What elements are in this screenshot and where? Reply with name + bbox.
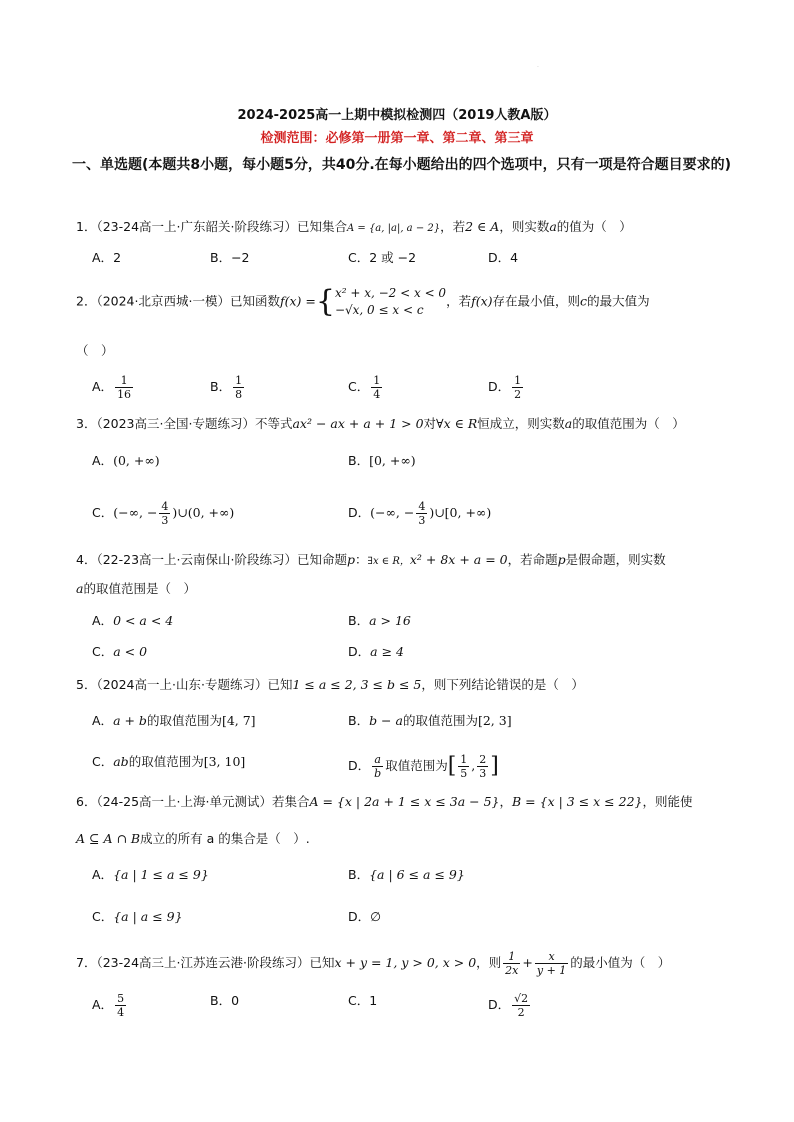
question-6: 6．（24-25高一上·上海·单元测试）若集合A = {x | 2a + 1 ≤ x ≤ 3a − 5}，B = {x | 3 ≤ x ≤ 22}，则能使 (76, 794, 693, 809)
exam-scope: 检测范围：必修第一册第一章、第二章、第三章 (260, 131, 534, 146)
question-7: 7．（23-24高三上·江苏连云港·阶段练习）已知x + y = 1, y > 0, x > 0，则 $\frac{1}{2x}$ + $\frac{x}{y + 1}$ 的最小值为（ ） (76, 950, 671, 977)
q4-option-b[interactable]: B．a > 16 (348, 613, 411, 628)
question-6-line2: A ⊆ A ∩ B成立的所有 a 的集合是（ ）. (76, 831, 310, 846)
q2-answer-paren: （ ） (76, 343, 114, 358)
q2-option-a[interactable]: A． $\frac{1}{16}$ (92, 374, 132, 401)
q3-option-c[interactable]: C．(−∞, − $\frac{4}{3}$ )∪(0, +∞) (92, 500, 235, 527)
q2-option-c[interactable]: C． $\frac{1}{4}$ (348, 374, 381, 401)
q7-option-c[interactable]: C．1 (348, 993, 378, 1008)
exam-title: 2024-2025高一上期中模拟检测四（2019人教A版） (237, 108, 557, 123)
question-4-line2: a的取值范围是（ ） (76, 581, 196, 596)
question-4: 4．（22-23高一上·云南保山·阶段练习）已知命题p：∃x ∈ R，x² + 8x + a = 0，若命题p是假命题，则实数 (76, 552, 666, 567)
q2-option-b[interactable]: B． $\frac{1}{8}$ (210, 374, 243, 401)
q6-option-d[interactable]: D．∅ (348, 909, 382, 924)
q3-option-a[interactable]: A．(0, +∞) (92, 453, 160, 468)
scan-dot: · (537, 64, 539, 71)
q4-option-a[interactable]: A．0 < a < 4 (92, 613, 174, 628)
q2-option-d[interactable]: D． $\frac{1}{2}$ (488, 374, 522, 401)
q6-option-a[interactable]: A．{a | 1 ≤ a ≤ 9} (92, 867, 209, 882)
q3-option-b[interactable]: B．[0, +∞) (348, 453, 416, 468)
question-2: 2．（2024·北京西城·一模）已知函数f(x) ={ x² + x, −2 < x < 0 −√x, 0 ≤ x < c ，若f(x)存在最小值，则c的最大值为 (76, 284, 650, 319)
q1-option-d[interactable]: D．4 (488, 250, 519, 265)
q7-option-b[interactable]: B．0 (210, 993, 240, 1008)
q3-option-d[interactable]: D．(−∞, − $\frac{4}{3}$ )∪[0, +∞) (348, 500, 492, 527)
question-3: 3．（2023高三·全国·专题练习）不等式ax² − ax + a + 1 > 0对∀x ∈ R恒成立，则实数a的取值范围为（ ） (76, 416, 685, 431)
q5-option-c[interactable]: C．ab的取值范围为[3, 10] (92, 754, 246, 769)
q7-option-a[interactable]: A． $\frac{5}{4}$ (92, 992, 125, 1019)
q1-option-a[interactable]: A．2 (92, 250, 122, 265)
q5-option-b[interactable]: B．b − a的取值范围为[2, 3] (348, 713, 512, 728)
q1-option-c[interactable]: C．2 或 −2 (348, 250, 417, 265)
q4-option-d[interactable]: D．a ≥ 4 (348, 644, 404, 659)
q1-option-b[interactable]: B．−2 (210, 250, 250, 265)
question-1: 1．（23-24高一上·广东韶关·阶段练习）已知集合A = {a, |a|, a − 2}，若2 ∈ A，则实数a的值为（ ） (76, 219, 632, 234)
question-5: 5．（2024高一上·山东·专题练习）已知1 ≤ a ≤ 2, 3 ≤ b ≤ 5，则下列结论错误的是（ ） (76, 677, 584, 692)
q6-option-c[interactable]: C．{a | a ≤ 9} (92, 909, 183, 924)
q4-option-c[interactable]: C．a < 0 (92, 644, 148, 659)
q6-option-b[interactable]: B．{a | 6 ≤ a ≤ 9} (348, 867, 465, 882)
q5-option-a[interactable]: A．a + b的取值范围为[4, 7] (92, 713, 256, 728)
q5-option-d[interactable]: D． $\frac{a}{b}$ 取值范围为[ $\frac{1}{5}$ , $\frac{2}{3}$ ] (348, 753, 499, 780)
section-heading: 一、单选题(本题共8小题，每小题5分，共40分.在每小题给出的四个选项中，只有一项是符合题目要求的) (72, 157, 732, 173)
q7-option-d[interactable]: D． $\frac{√2}{2}$ (488, 992, 529, 1019)
